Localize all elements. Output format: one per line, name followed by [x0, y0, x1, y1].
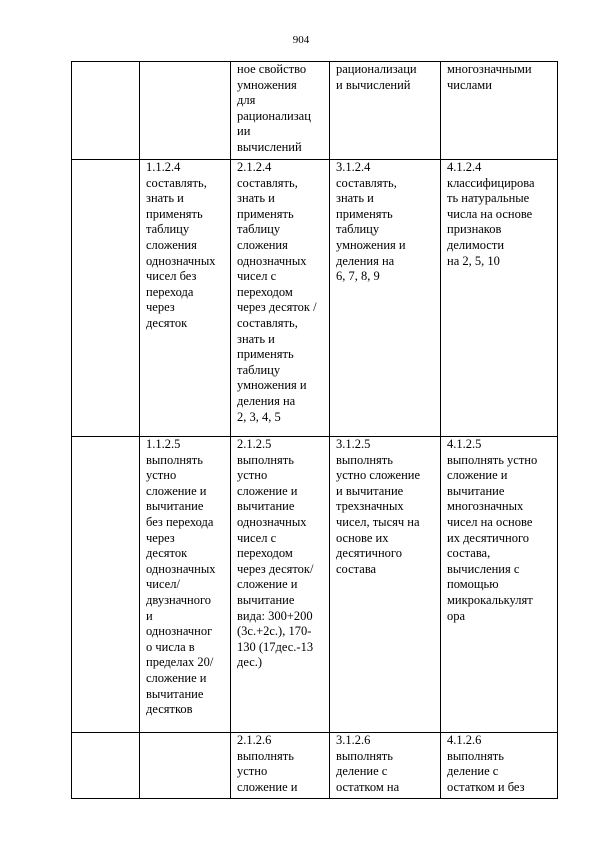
table-cell: 3.1.2.5 выполнять устно сложение и вычитание трехзначных чисел, тысяч на основе их десятичного состава [330, 437, 441, 733]
table-cell: 4.1.2.6 выполнять деление с остатком и без [441, 733, 558, 799]
table-cell [140, 733, 231, 799]
table-cell: ное свойство умножения для рационализац ии вычислений [231, 62, 330, 160]
table-cell: 1.1.2.4 составлять, знать и применять таблицу сложения однозначных чисел без перехода через десяток [140, 160, 231, 437]
table-cell: рационализаци и вычислений [330, 62, 441, 160]
table-cell: 2.1.2.5 выполнять устно сложение и вычитание однозначных чисел с переходом через десяток/ сложение и вычитание вида: 300+200 (3с.+2с.), 170- 130 (17дес.-13 дес.) [231, 437, 330, 733]
table-cell [72, 62, 140, 160]
table-cell [72, 160, 140, 437]
curriculum-table [71, 61, 558, 799]
table-row [72, 62, 558, 160]
table-cell [72, 437, 140, 733]
table-cell: 3.1.2.4 составлять, знать и применять таблицу умножения и деления на 6, 7, 8, 9 [330, 160, 441, 437]
table-cell: 2.1.2.6 выполнять устно сложение и [231, 733, 330, 799]
table-cell: 4.1.2.4 классифицирова ть натуральные числа на основе признаков делимости на 2, 5, 10 [441, 160, 558, 437]
table-cell: 2.1.2.4 составлять, знать и применять таблицу сложения однозначных чисел с переходом через десяток / составлять, знать и применять таблицу умножения и деления на 2, 3, 4, 5 [231, 160, 330, 437]
table-row [72, 437, 558, 733]
table-cell: 3.1.2.6 выполнять деление с остатком на [330, 733, 441, 799]
table-cell [72, 733, 140, 799]
table-cell: 1.1.2.5 выполнять устно сложение и вычитание без перехода через десяток однозначных чисел/ двузначного и однозначног о числа в пределах 20/ сложение и вычитание десятков [140, 437, 231, 733]
table-row [72, 160, 558, 437]
table-cell: многозначными числами [441, 62, 558, 160]
table-cell: 4.1.2.5 выполнять устно сложение и вычитание многозначных чисел на основе их десятичного состава, вычисления с помощью микрокалькулят ора [441, 437, 558, 733]
table-row [72, 733, 558, 799]
page-number: 904 [292, 34, 310, 46]
table-cell [140, 62, 231, 160]
